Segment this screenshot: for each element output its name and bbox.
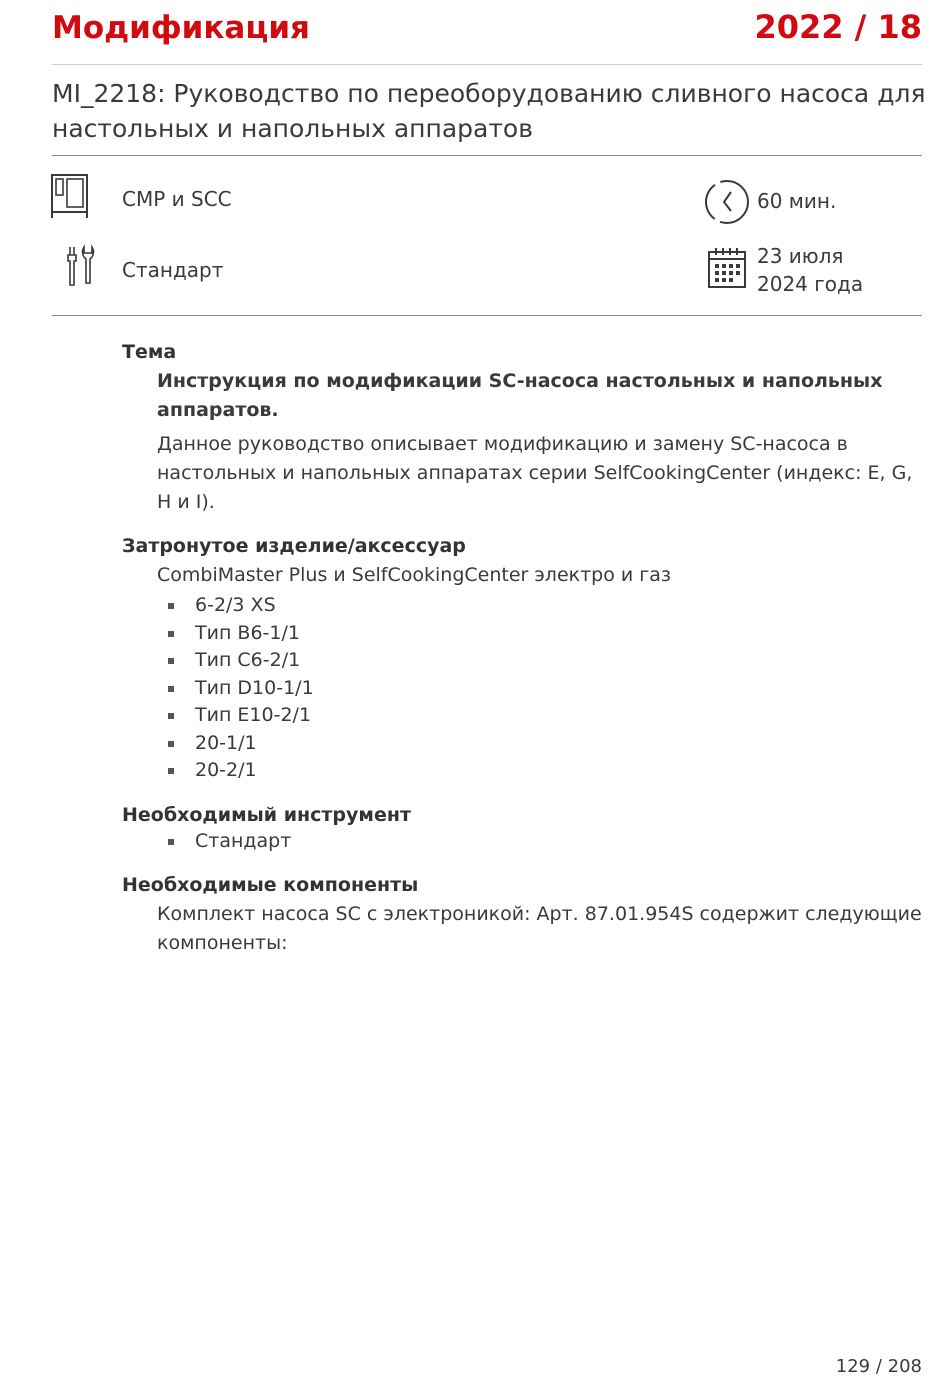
topic-body: Данное руководство описывает модификацию и замену SC-насоса в настольных и напольных аппаратах серии SelfCookingCenter (индекс: E, G, H и I). [157, 433, 913, 513]
doc-subtitle: MI_2218: Руководство по переоборудованию сливного насоса для настольных и напольных аппаратов [52, 79, 926, 143]
doc-number: 2022 / 18 [754, 8, 922, 46]
header-divider [52, 64, 922, 65]
list-item: Стандарт [168, 828, 922, 856]
list-item: Тип B6-1/1 [168, 620, 922, 648]
list-item: 20-2/1 [168, 757, 922, 785]
list-item: 6-2/3 XS [168, 592, 922, 620]
doc-category-title: Модификация [52, 10, 310, 46]
components-heading: Необходимые компоненты [122, 874, 419, 896]
topic-lead: Инструкция по модификации SC-насоса настольных и напольных аппаратов. [157, 370, 883, 421]
tools-list [168, 828, 922, 856]
affected-heading: Затронутое изделие/аксессуар [122, 535, 466, 557]
topic-heading: Тема [122, 341, 177, 363]
meta-date [757, 242, 863, 298]
tools-section [122, 804, 922, 856]
tools-icon [62, 243, 98, 291]
meta-divider [52, 315, 922, 316]
subtitle-divider [52, 155, 922, 156]
meta-date-line2: 2024 года [757, 272, 864, 296]
tools-heading: Необходимый инструмент [122, 804, 411, 826]
meta-devices: CMP и SCC [122, 187, 232, 211]
clock-icon [703, 178, 751, 226]
meta-tools: Стандарт [122, 258, 224, 282]
list-item: Тип C6-2/1 [168, 647, 922, 675]
list-item: Тип E10-2/1 [168, 702, 922, 730]
list-item: 20-1/1 [168, 730, 922, 758]
components-section [122, 874, 922, 958]
calendar-icon [707, 246, 749, 290]
affected-section [122, 535, 922, 785]
affected-intro: CombiMaster Plus и SelfCookingCenter электро и газ [157, 564, 672, 586]
oven-icon [50, 172, 90, 220]
meta-duration: 60 мин. [757, 189, 837, 213]
affected-list [168, 592, 922, 785]
list-item: Тип D10-1/1 [168, 675, 922, 703]
components-body: Комплект насоса SC с электроникой: Арт. 87.01.954S содержит следующие компоненты: [157, 903, 922, 954]
meta-date-line1: 23 июля [757, 244, 844, 268]
page-number: 129 / 208 [835, 1356, 922, 1377]
topic-section [122, 341, 922, 517]
